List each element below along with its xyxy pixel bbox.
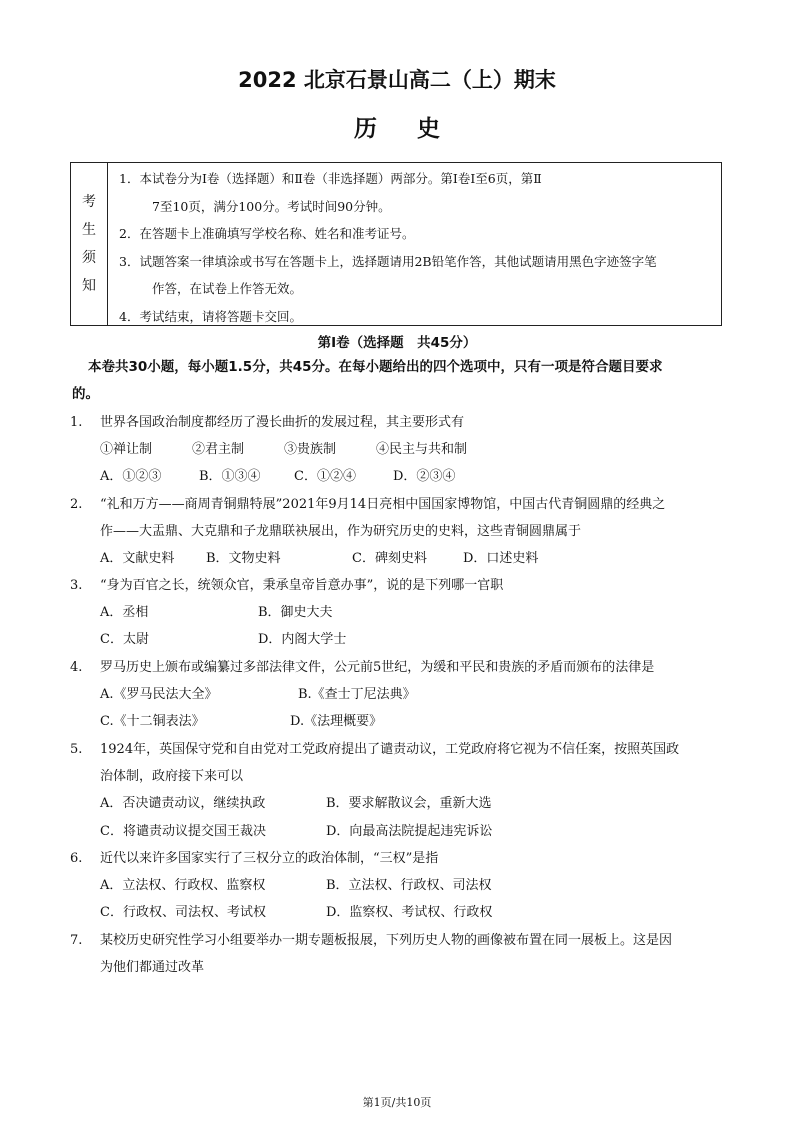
question-number: 5. xyxy=(70,742,83,757)
question-number: 3. xyxy=(70,578,83,593)
option-a[interactable]: A．立法权、行政权、监察权 xyxy=(100,878,266,894)
instructions-line: 本卷共30小题，每小题1.5分，共45分。在每小题给出的四个选项中，只有一项是符合题目要求 xyxy=(88,359,663,375)
notice-item-continued: 7至10页，满分100分。考试时间90分钟。 xyxy=(152,198,391,214)
notice-label-char: 考 xyxy=(82,194,96,210)
option-d[interactable]: D．向最高法院提起违宪诉讼 xyxy=(326,823,493,839)
option-b[interactable]: B．文物史料 xyxy=(206,551,281,567)
question-stem: 罗马历史上颁布或编纂过多部法律文件，公元前5世纪，为缓和平民和贵族的矛盾而颁布的法律是 xyxy=(100,660,655,675)
item: ③贵族制 xyxy=(284,442,337,458)
option-b[interactable]: B.《查士丁尼法典》 xyxy=(298,687,416,703)
option-d[interactable]: D．口述史料 xyxy=(463,551,539,567)
question-3 xyxy=(70,572,730,654)
question-6 xyxy=(70,845,730,927)
option-row[interactable] xyxy=(70,872,730,899)
section-title: 第Ⅰ卷（选择题 共45分） xyxy=(317,335,477,351)
question-number: 2. xyxy=(70,497,83,512)
notice-label xyxy=(71,163,108,325)
option-a[interactable]: A．丞相 xyxy=(100,605,149,621)
option-c[interactable]: C．太尉 xyxy=(100,632,149,648)
question-7 xyxy=(70,927,730,981)
question-stem: 世界各国政治制度都经历了漫长曲折的发展过程，其主要形式有 xyxy=(100,415,465,430)
option-row[interactable] xyxy=(70,681,730,708)
question-5 xyxy=(70,736,730,845)
option-a[interactable]: A.《罗马民法大全》 xyxy=(100,687,218,703)
option-d[interactable]: D．内阁大学士 xyxy=(258,632,347,648)
notice-item: 2．在答题卡上准确填写学校名称、姓名和准考证号。 xyxy=(119,226,415,241)
option-row[interactable] xyxy=(70,626,730,653)
section-instructions xyxy=(72,354,728,408)
item: ④民主与共和制 xyxy=(376,442,468,458)
question-number: 1. xyxy=(70,415,83,430)
question-2 xyxy=(70,491,730,573)
option-b[interactable]: B．①③④ xyxy=(199,469,261,485)
item: ②君主制 xyxy=(192,442,245,458)
question-stem: 治体制，政府接下来可以 xyxy=(100,769,244,785)
candidate-notice-box xyxy=(70,162,722,326)
option-row[interactable] xyxy=(70,899,730,926)
subject-title: 历史 xyxy=(354,116,480,142)
notice-item: 3．试题答案一律填涂或书写在答题卡上，选择题请用2B铅笔作答，其他试题请用黑色字迹签字笔 xyxy=(119,253,657,269)
question-stem: 为他们都通过改革 xyxy=(100,960,205,976)
notice-item: 4．考试结束，请将答题卡交回。 xyxy=(119,308,302,324)
option-d[interactable]: D．监察权、考试权、行政权 xyxy=(326,905,493,921)
option-row[interactable] xyxy=(70,708,730,735)
notice-label-char: 生 xyxy=(82,222,96,238)
option-c[interactable]: C．行政权、司法权、考试权 xyxy=(100,905,266,921)
question-stem: “礼和万方——商周青铜鼎特展”2021年9月14日亮相中国国家博物馆，中国古代青铜圆鼎的经典之 xyxy=(100,497,666,512)
question-stem: “身为百官之长，统领众官，秉承皇帝旨意办事”，说的是下列哪一官职 xyxy=(100,578,504,593)
option-c[interactable]: C．①②④ xyxy=(294,469,356,485)
page-footer: 第1页/共10页 xyxy=(362,1096,432,1109)
question-number: 7. xyxy=(70,933,83,948)
notice-label-char: 须 xyxy=(82,250,96,266)
option-b[interactable]: B．要求解散议会，重新大选 xyxy=(326,796,492,812)
notice-item: 1．本试卷分为Ⅰ卷（选择题）和Ⅱ卷（非选择题）两部分。第Ⅰ卷Ⅰ至6页，第Ⅱ xyxy=(119,171,542,186)
question-items xyxy=(70,436,730,463)
question-number: 6. xyxy=(70,851,83,866)
option-b[interactable]: B．立法权、行政权、司法权 xyxy=(326,878,492,894)
option-a[interactable]: A．①②③ xyxy=(100,469,162,485)
notice-body xyxy=(107,163,721,330)
option-b[interactable]: B．御史大夫 xyxy=(258,605,333,621)
option-a[interactable]: A．文献史料 xyxy=(100,551,175,567)
option-c[interactable]: C．碑刻史料 xyxy=(352,551,427,567)
option-c[interactable]: C．将谴责动议提交国王裁决 xyxy=(100,823,266,839)
option-d[interactable]: D.《法理概要》 xyxy=(290,714,383,730)
option-a[interactable]: A．否决谴责动议，继续执政 xyxy=(100,796,266,812)
question-stem: 某校历史研究性学习小组要举办一期专题板报展，下列历史人物的画像被布置在同一展板上。这是因 xyxy=(100,933,673,948)
exam-title: 2022 北京石景山高二（上）期末 xyxy=(238,68,556,92)
option-d[interactable]: D．②③④ xyxy=(393,469,456,485)
option-c[interactable]: C.《十二铜表法》 xyxy=(100,714,205,730)
option-row[interactable] xyxy=(70,463,730,490)
instructions-line: 的。 xyxy=(72,386,99,402)
question-stem: 作——大盂鼎、大克鼎和子龙鼎联袂展出，作为研究历史的史料，这些青铜圆鼎属于 xyxy=(100,524,582,540)
question-4 xyxy=(70,654,730,736)
option-row[interactable] xyxy=(70,790,730,817)
item: ①禅让制 xyxy=(100,442,153,458)
notice-item-continued: 作答，在试卷上作答无效。 xyxy=(152,281,303,296)
question-number: 4. xyxy=(70,660,83,675)
option-row[interactable] xyxy=(70,818,730,845)
option-row[interactable] xyxy=(70,545,730,572)
question-stem: 1924年，英国保守党和自由党对工党政府提出了谴责动议，工党政府将它视为不信任案，按照英国政 xyxy=(100,742,680,757)
option-row[interactable] xyxy=(70,599,730,626)
question-1 xyxy=(70,409,730,491)
notice-label-char: 知 xyxy=(82,278,96,294)
question-stem: 近代以来许多国家实行了三权分立的政治体制，“三权”是指 xyxy=(100,851,439,866)
